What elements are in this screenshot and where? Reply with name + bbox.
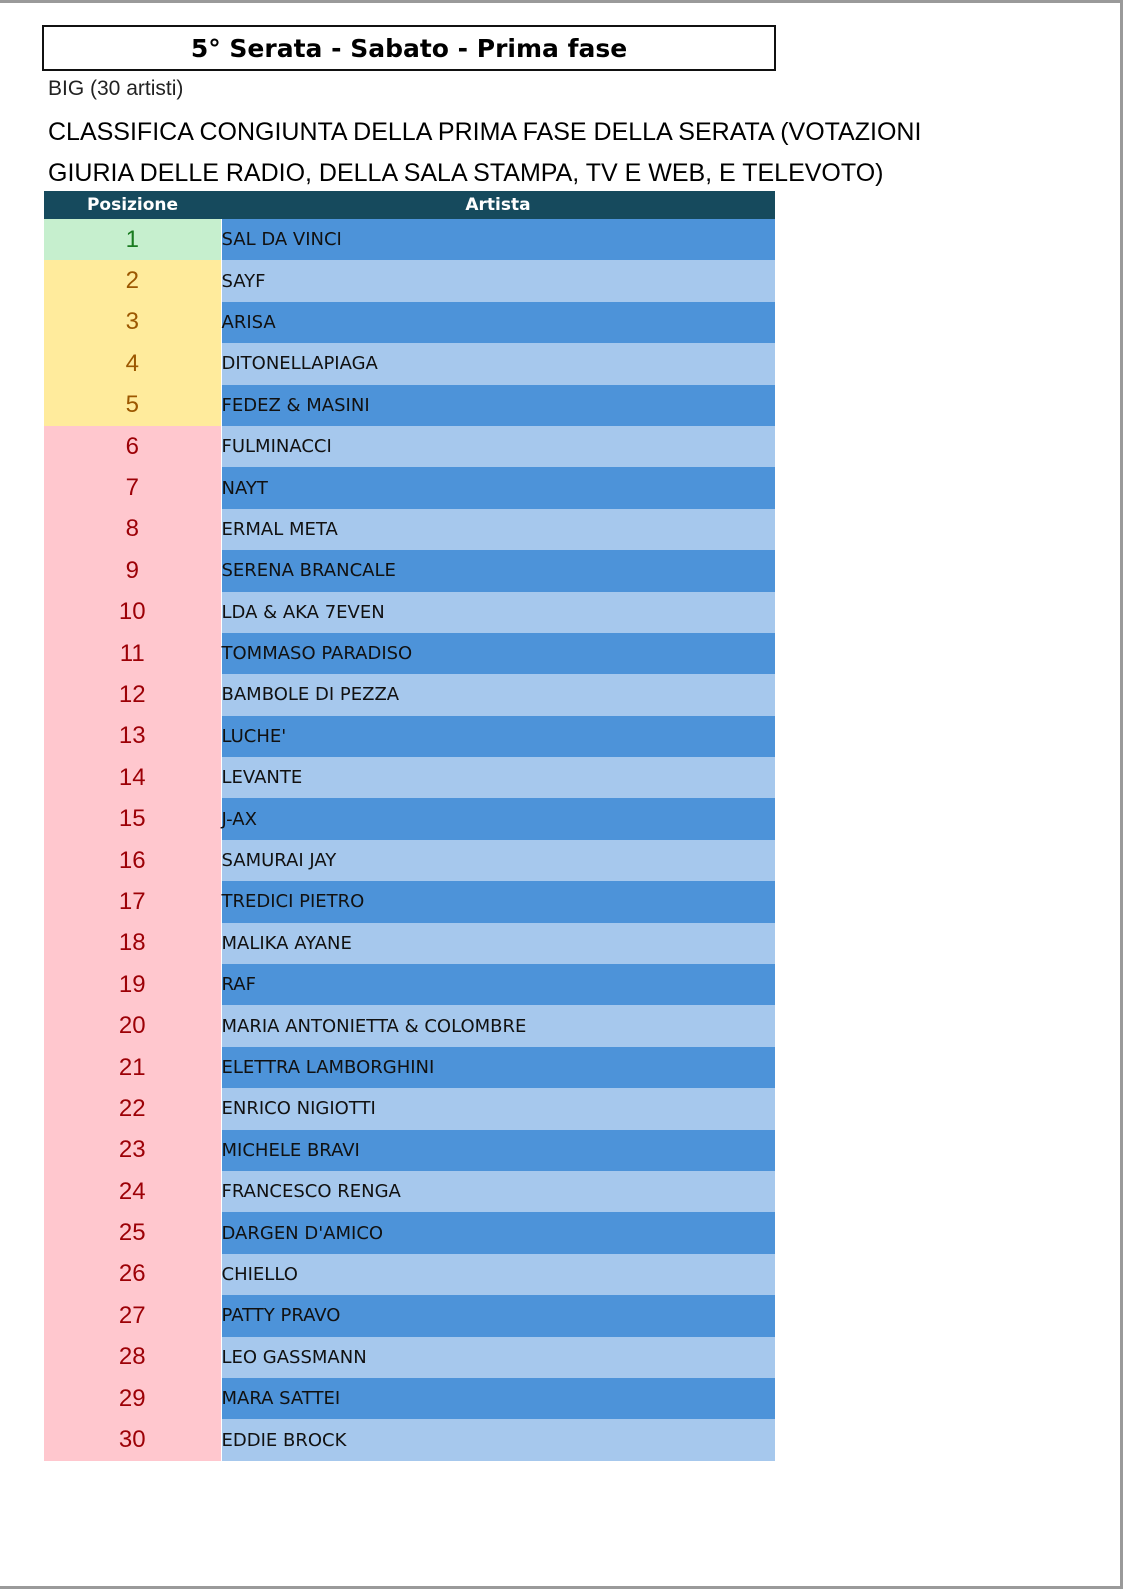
- position-cell: 8: [44, 509, 221, 550]
- artist-cell: MALIKA AYANE: [221, 923, 775, 964]
- table-row: [44, 426, 775, 467]
- table-row: [44, 302, 775, 343]
- table-row: [44, 1047, 775, 1088]
- position-cell: 24: [44, 1171, 221, 1212]
- position-cell: 30: [44, 1419, 221, 1460]
- artist-cell: RAF: [221, 964, 775, 1005]
- table-row: [44, 964, 775, 1005]
- position-cell: 16: [44, 840, 221, 881]
- artist-cell: J-AX: [221, 798, 775, 839]
- artist-cell: ERMAL META: [221, 509, 775, 550]
- position-cell: 3: [44, 302, 221, 343]
- artist-cell: ELETTRA LAMBORGHINI: [221, 1047, 775, 1088]
- table-row: [44, 633, 775, 674]
- artist-cell: FEDEZ & MASINI: [221, 385, 775, 426]
- table-row: [44, 1005, 775, 1046]
- table-row: [44, 1337, 775, 1378]
- ranking-heading: [48, 112, 948, 194]
- position-cell: 13: [44, 716, 221, 757]
- position-cell: 29: [44, 1378, 221, 1419]
- ranking-heading-line-2: GIURIA DELLE RADIO, DELLA SALA STAMPA, TV E WEB, E TELEVOTO): [48, 159, 884, 187]
- artist-cell: LEVANTE: [221, 757, 775, 798]
- artist-cell: SERENA BRANCALE: [221, 550, 775, 591]
- artist-cell: DITONELLAPIAGA: [221, 343, 775, 384]
- table-row: [44, 881, 775, 922]
- artist-cell: ARISA: [221, 302, 775, 343]
- table-row: [44, 467, 775, 508]
- position-cell: 15: [44, 798, 221, 839]
- table-row: [44, 1419, 775, 1460]
- artist-cell: ENRICO NIGIOTTI: [221, 1088, 775, 1129]
- table-row: [44, 798, 775, 839]
- table-row: [44, 840, 775, 881]
- position-cell: 7: [44, 467, 221, 508]
- position-cell: 20: [44, 1005, 221, 1046]
- table-row: [44, 509, 775, 550]
- table-row: [44, 1171, 775, 1212]
- position-cell: 4: [44, 343, 221, 384]
- column-header-artist: Artista: [221, 191, 775, 219]
- artist-cell: FULMINACCI: [221, 426, 775, 467]
- table-row: [44, 550, 775, 591]
- artist-cell: DARGEN D'AMICO: [221, 1212, 775, 1253]
- table-row: [44, 1212, 775, 1253]
- table-row: [44, 260, 775, 301]
- ranking-heading-line-1: CLASSIFICA CONGIUNTA DELLA PRIMA FASE DELLA SERATA (VOTAZIONI: [48, 118, 922, 146]
- ranking-table-body: [44, 219, 775, 1461]
- position-cell: 12: [44, 674, 221, 715]
- table-row: [44, 923, 775, 964]
- position-cell: 21: [44, 1047, 221, 1088]
- ranking-table: [44, 191, 775, 1461]
- position-cell: 22: [44, 1088, 221, 1129]
- table-row: [44, 757, 775, 798]
- table-row: [44, 343, 775, 384]
- position-cell: 2: [44, 260, 221, 301]
- artist-cell: NAYT: [221, 467, 775, 508]
- position-cell: 5: [44, 385, 221, 426]
- table-header-row: [44, 191, 775, 219]
- artist-cell: SAMURAI JAY: [221, 840, 775, 881]
- position-cell: 9: [44, 550, 221, 591]
- table-row: [44, 1088, 775, 1129]
- table-row: [44, 1130, 775, 1171]
- position-cell: 26: [44, 1254, 221, 1295]
- artist-cell: SAL DA VINCI: [221, 219, 775, 260]
- category-subtitle: BIG (30 artisti): [48, 77, 184, 100]
- position-cell: 18: [44, 923, 221, 964]
- table-row: [44, 385, 775, 426]
- position-cell: 11: [44, 633, 221, 674]
- position-cell: 10: [44, 592, 221, 633]
- artist-cell: EDDIE BROCK: [221, 1419, 775, 1460]
- artist-cell: SAYF: [221, 260, 775, 301]
- artist-cell: PATTY PRAVO: [221, 1295, 775, 1336]
- artist-cell: LUCHE': [221, 716, 775, 757]
- position-cell: 23: [44, 1130, 221, 1171]
- table-row: [44, 592, 775, 633]
- artist-cell: FRANCESCO RENGA: [221, 1171, 775, 1212]
- artist-cell: MICHELE BRAVI: [221, 1130, 775, 1171]
- artist-cell: BAMBOLE DI PEZZA: [221, 674, 775, 715]
- table-row: [44, 1295, 775, 1336]
- page-title: [42, 25, 776, 71]
- table-row: [44, 219, 775, 260]
- table-row: [44, 1254, 775, 1295]
- position-cell: 28: [44, 1337, 221, 1378]
- artist-cell: LEO GASSMANN: [221, 1337, 775, 1378]
- position-cell: 1: [44, 219, 221, 260]
- table-row: [44, 716, 775, 757]
- position-cell: 17: [44, 881, 221, 922]
- artist-cell: MARA SATTEI: [221, 1378, 775, 1419]
- position-cell: 19: [44, 964, 221, 1005]
- table-row: [44, 1378, 775, 1419]
- artist-cell: LDA & AKA 7EVEN: [221, 592, 775, 633]
- artist-cell: TREDICI PIETRO: [221, 881, 775, 922]
- column-header-position: Posizione: [44, 191, 221, 219]
- artist-cell: MARIA ANTONIETTA & COLOMBRE: [221, 1005, 775, 1046]
- artist-cell: TOMMASO PARADISO: [221, 633, 775, 674]
- page-title-text: 5° Serata - Sabato - Prima fase: [190, 33, 628, 63]
- table-row: [44, 674, 775, 715]
- position-cell: 6: [44, 426, 221, 467]
- position-cell: 25: [44, 1212, 221, 1253]
- position-cell: 14: [44, 757, 221, 798]
- position-cell: 27: [44, 1295, 221, 1336]
- artist-cell: CHIELLO: [221, 1254, 775, 1295]
